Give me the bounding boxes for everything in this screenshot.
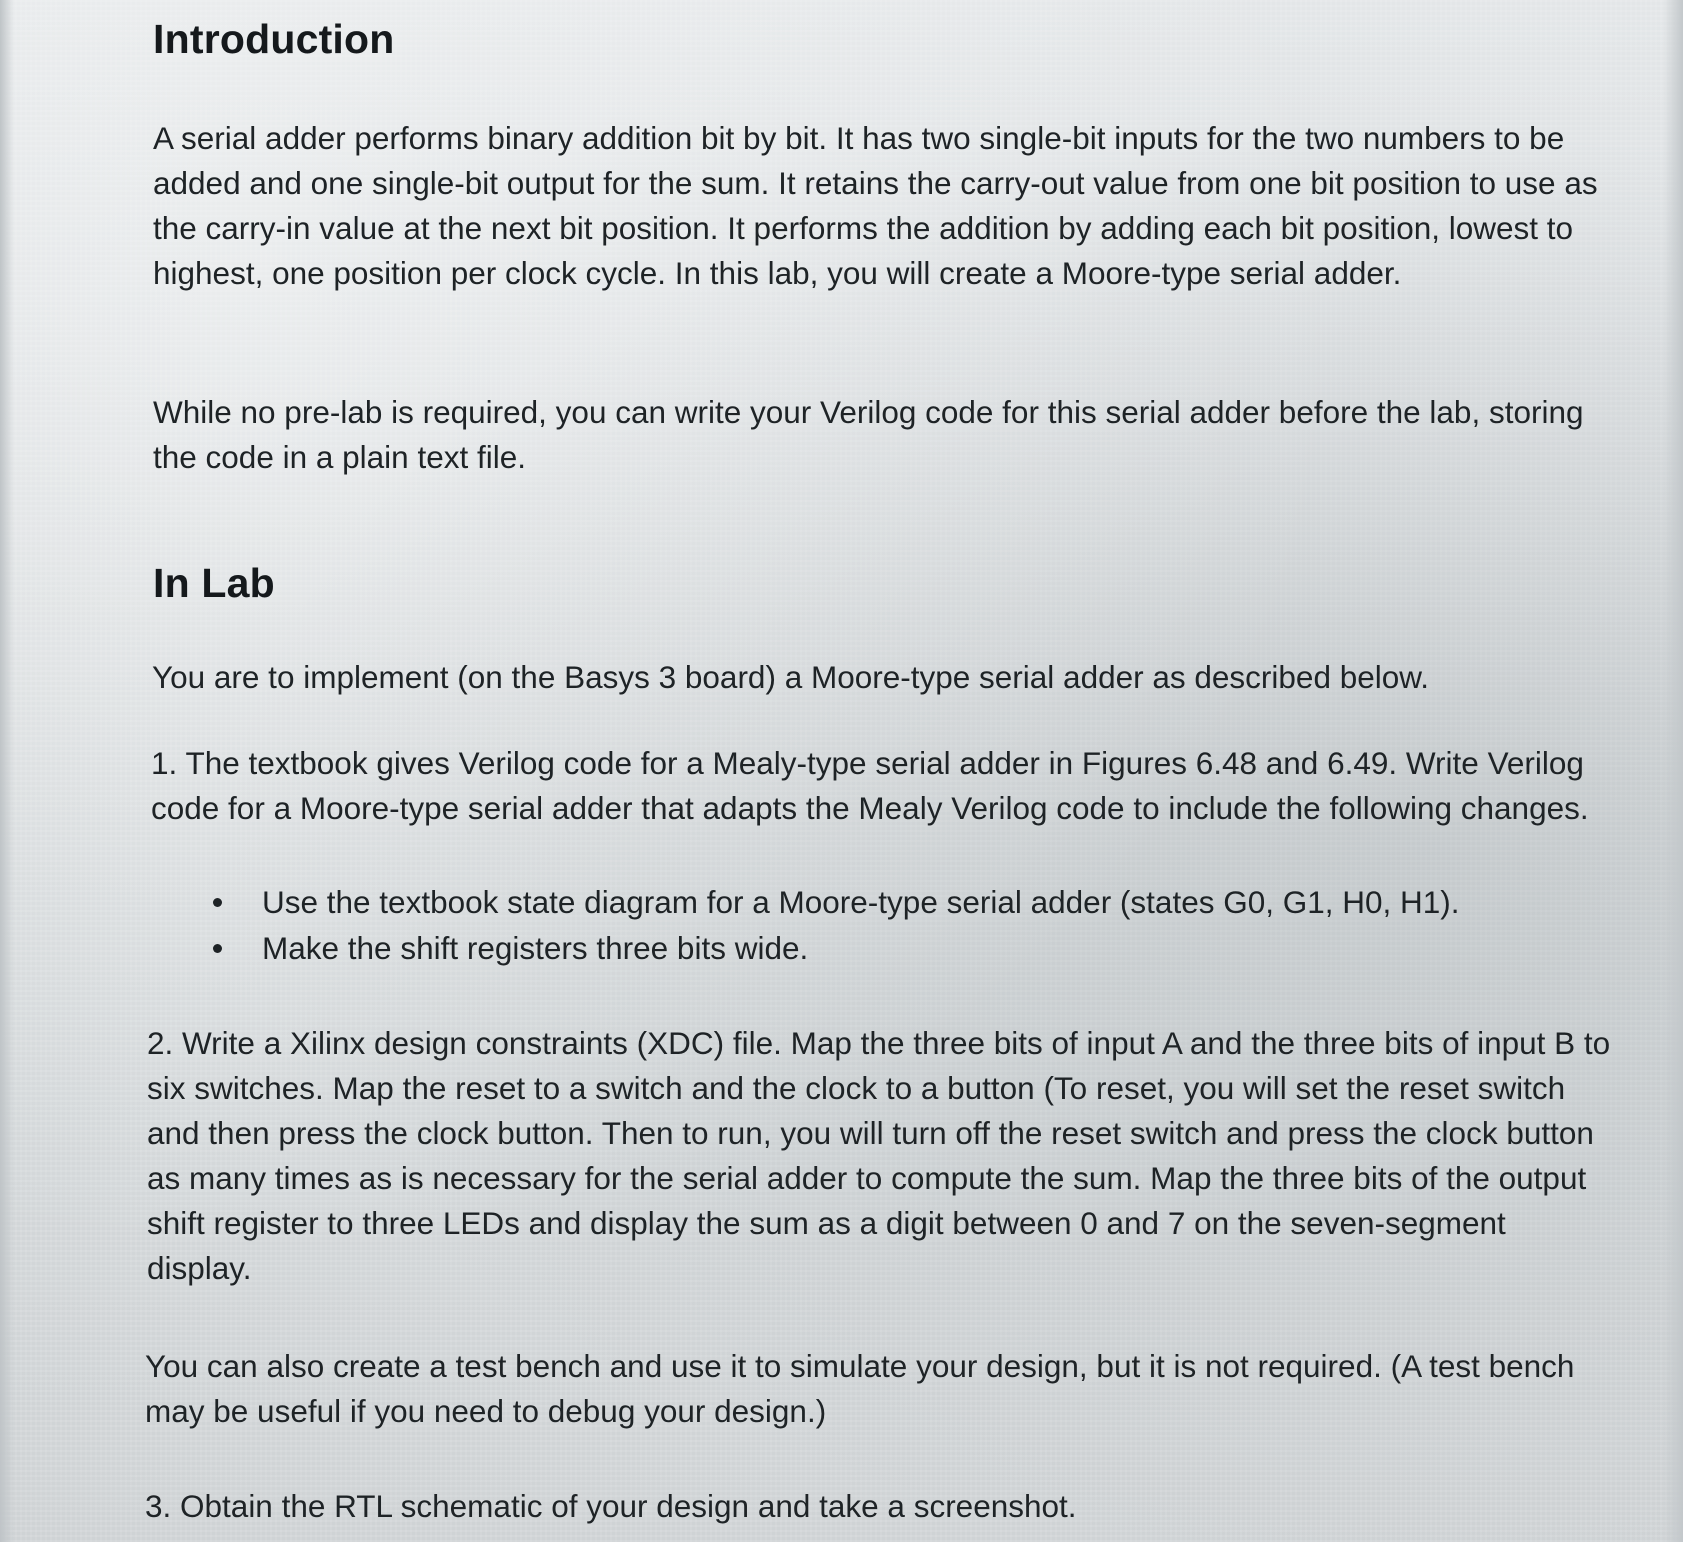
page-right-shadow	[1663, 0, 1683, 1542]
bullet-text: Make the shift registers three bits wide.	[262, 930, 809, 966]
list-item	[150, 879, 1460, 925]
step-1-paragraph: 1. The textbook gives Verilog code for a Mealy-type serial adder in Figures 6.48 and 6.49. Write Verilog code for a Moore-type serial adder that adapts the Mealy Verilog code to include the following changes.	[151, 745, 1589, 826]
step-1-bullet-list	[150, 879, 1460, 971]
bullet-icon	[213, 944, 222, 953]
introduction-heading: Introduction	[153, 16, 395, 62]
page-left-shadow	[0, 0, 14, 1542]
bullet-icon	[213, 898, 222, 907]
prelab-paragraph: While no pre-lab is required, you can write your Verilog code for this serial adder before the lab, storing the code in a plain text file.	[153, 394, 1584, 475]
in-lab-heading: In Lab	[153, 560, 275, 606]
list-item	[150, 925, 1460, 971]
step-3-paragraph: 3. Obtain the RTL schematic of your design and take a screenshot.	[145, 1488, 1077, 1524]
bullet-text: Use the textbook state diagram for a Moore-type serial adder (states G0, G1, H0, H1).	[262, 884, 1460, 920]
testbench-note-paragraph: You can also create a test bench and use it to simulate your design, but it is not required. (A test bench may be useful if you need to debug your design.)	[145, 1348, 1575, 1429]
introduction-paragraph: A serial adder performs binary addition bit by bit. It has two single-bit inputs for the two numbers to be added and one single-bit output for the sum. It retains the carry-out value from one bit position to use as the carry-in value at the next bit position. It performs the addition by adding each bit position, lowest to highest, one position per clock cycle. In this lab, you will create a Moore-type serial adder.	[153, 120, 1598, 291]
step-2-paragraph: 2. Write a Xilinx design constraints (XDC) file. Map the three bits of input A and the three bits of input B to six switches. Map the reset to a switch and the clock to a button (To reset, you will set the reset switch and then press the clock button. Then to run, you will turn off the reset switch and press the clock button as many times as is necessary for the serial adder to compute the sum. Map the three bits of the output shift register to three LEDs and display the sum as a digit between 0 and 7 on the seven-segment display.	[147, 1025, 1611, 1286]
in-lab-intro-paragraph: You are to implement (on the Basys 3 board) a Moore-type serial adder as described below.	[152, 659, 1430, 695]
